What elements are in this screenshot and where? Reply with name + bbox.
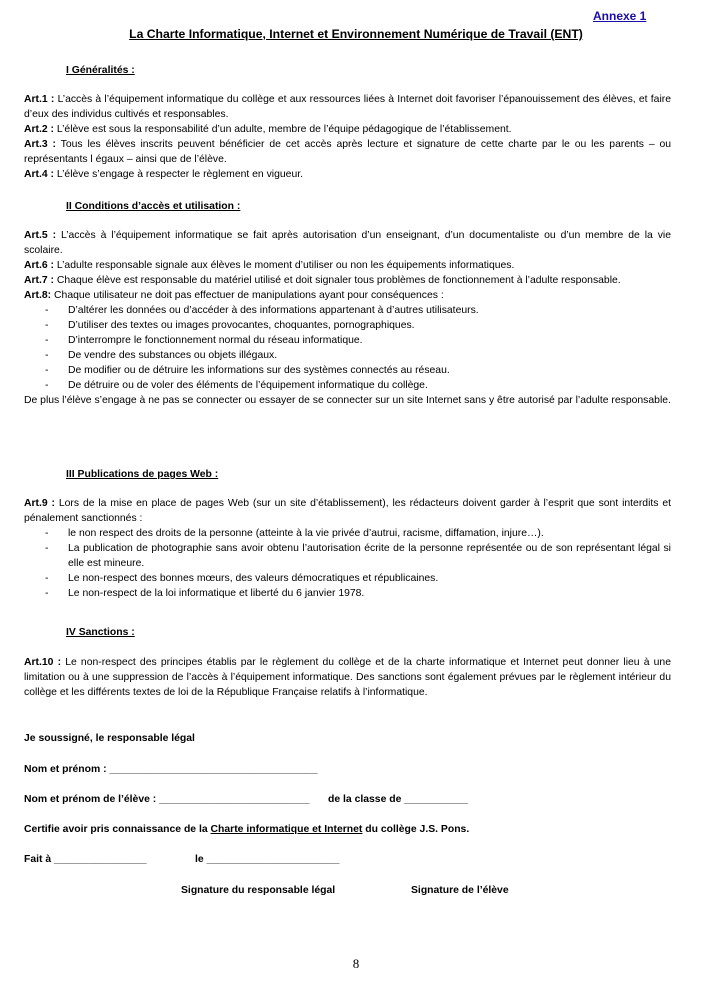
article-3-text: Tous les élèves inscrits peuvent bénéficier de cet accès après lecture et signature de cette charte par le ou les parents – ou représentants l égaux – ainsi que de l’élève. [24, 139, 671, 165]
bullet-dash: - [45, 320, 49, 331]
article-8-text: Chaque utilisateur ne doit pas effectuer de manipulations ayant pour conséquences : [54, 290, 444, 301]
article-10-label: Art.10 : [24, 657, 62, 668]
article-7 [24, 273, 671, 288]
article-9-label: Art.9 : [24, 498, 55, 509]
article-8 [24, 288, 671, 303]
section-heading-generalites: I Généralités : [66, 65, 135, 76]
bullet-dash: - [45, 543, 49, 554]
annexe-link[interactable]: Annexe 1 [593, 9, 647, 23]
list-item: - D’interrompre le fonctionnement normal du réseau informatique. [45, 335, 363, 346]
article-8-label: Art.8: [24, 290, 52, 301]
section-heading-conditions: II Conditions d’accès et utilisation : [66, 201, 241, 212]
article-3-label: Art.3 : [24, 139, 56, 150]
list-item: - La publication de photographie sans avoir obtenu l’autorisation écrite de la personne représentée ou de son représentant légal si elle est mineure. [45, 543, 671, 569]
section-conditions-body [24, 228, 671, 408]
list-item: - De détruire ou de voler des éléments de l’équipement informatique du collège. [45, 380, 428, 391]
form-nom-eleve-field[interactable]: Nom et prénom de l’élève : __________________________ [24, 794, 310, 805]
bullet-dash: - [45, 380, 49, 391]
list-item: - D’utiliser des textes ou images provocantes, choquantes, pornographiques. [45, 320, 415, 331]
bullet-dash: - [45, 305, 49, 316]
bullet-dash: - [45, 528, 49, 539]
article-6-label: Art.6 : [24, 260, 55, 271]
list-item: - De modifier ou de détruire les informations sur des systèmes connectés au réseau. [45, 365, 450, 376]
bullet-dash: - [45, 573, 49, 584]
form-certifie [24, 822, 469, 837]
charte-link[interactable]: Charte informatique et Internet [210, 824, 363, 835]
article-9 [24, 496, 671, 526]
section-generalites-body [24, 92, 671, 182]
article-4 [24, 167, 671, 182]
certifie-text-start: Certifie avoir pris connaissance de la [24, 824, 208, 835]
section-heading-publications: III Publications de pages Web : [66, 469, 219, 480]
article-2 [24, 122, 671, 137]
bullet-dash: - [45, 365, 49, 376]
article-6-text: L’adulte responsable signale aux élèves le moment d’utiliser ou non les équipements informatiques. [56, 260, 515, 271]
form-date-field[interactable]: le _______________________ [195, 854, 340, 865]
article-10 [24, 655, 671, 700]
bullet-dash: - [45, 335, 49, 346]
section-heading-sanctions: IV Sanctions : [66, 627, 135, 638]
section-publications-body [24, 496, 671, 601]
page-number: 8 [352, 956, 360, 971]
article-1-text: L’accès à l’équipement informatique du collège et aux ressources liées à Internet doit favoriser l’épanouissement des élèves, et faire d’eux des individus cultivés et responsables. [24, 94, 671, 120]
article-4-text: L’élève s’engage à respecter le règlement en vigueur. [56, 169, 303, 180]
article-1 [24, 92, 671, 122]
list-item: - le non respect des droits de la personne (atteinte à la vie privée d’autrui, racisme, diffamation, injure…). [45, 528, 544, 539]
article-1-label: Art.1 : [24, 94, 55, 105]
article-6 [24, 258, 671, 273]
form-fait-a-field[interactable]: Fait à ________________ [24, 854, 147, 865]
list-item: - Le non-respect des bonnes mœurs, des valeurs démocratiques et républicaines. [45, 573, 439, 584]
signature-eleve-label: Signature de l’élève [411, 885, 509, 896]
article-2-label: Art.2 : [24, 124, 55, 135]
article-10-text: Le non-respect des principes établis par le règlement du collège et de la charte informatique et Internet peut donner lieu à une limitation ou à une suppression de l’accès à l’équipement informatique. Des sanctions sont également prévues par le règlement intérieur du collège et les différents textes de loi de la République Française relatifs à l’informatique. [24, 657, 671, 698]
list-item: - D’altérer les données ou d’accéder à des informations appartenant à d’autres utilisateurs. [45, 305, 479, 316]
article-5 [24, 228, 671, 258]
article-2-text: L’élève est sous la responsabilité d’un adulte, membre de l’équipe pédagogique de l’établissement. [56, 124, 512, 135]
list-item: - De vendre des substances ou objets illégaux. [45, 350, 278, 361]
list-item: - Le non-respect de la loi informatique et liberté du 6 janvier 1978. [45, 588, 365, 599]
form-classe-field[interactable]: de la classe de ___________ [328, 794, 468, 805]
bullet-dash: - [45, 588, 49, 599]
article-8-list [24, 303, 671, 393]
article-9-list [24, 526, 671, 601]
bullet-dash: - [45, 350, 49, 361]
article-3 [24, 137, 671, 167]
article-9-text: Lors de la mise en place de pages Web (sur un site d’établissement), les rédacteurs doivent garder à l’esprit que sont interdits et pénalement sanctionnés : [24, 498, 671, 524]
certifie-text-end: du collège J.S. Pons. [365, 824, 470, 835]
form-nom-prenom-field[interactable]: Nom et prénom : ____________________________________ [24, 764, 318, 775]
article-8-after: De plus l’élève s’engage à ne pas se connecter ou essayer de se connecter sur un site Internet sans y être autorisé par l’adulte responsable. [24, 395, 671, 406]
article-4-label: Art.4 : [24, 169, 55, 180]
article-7-label: Art.7 : [24, 275, 55, 286]
section-sanctions-body [24, 655, 671, 700]
form-soussigne: Je soussigné, le responsable légal [24, 733, 195, 744]
article-5-text: L’accès à l’équipement informatique se fait après autorisation d’un enseignant, d’un documentaliste ou d’un membre de la vie scolaire. [24, 230, 671, 256]
article-5-label: Art.5 : [24, 230, 57, 241]
signature-responsable-label: Signature du responsable légal [181, 885, 336, 896]
article-7-text: Chaque élève est responsable du matériel utilisé et doit signaler tous problèmes de fonctionnement à l’adulte responsable. [56, 275, 621, 286]
page-title: La Charte Informatique, Internet et Environnement Numérique de Travail (ENT) [129, 27, 583, 41]
